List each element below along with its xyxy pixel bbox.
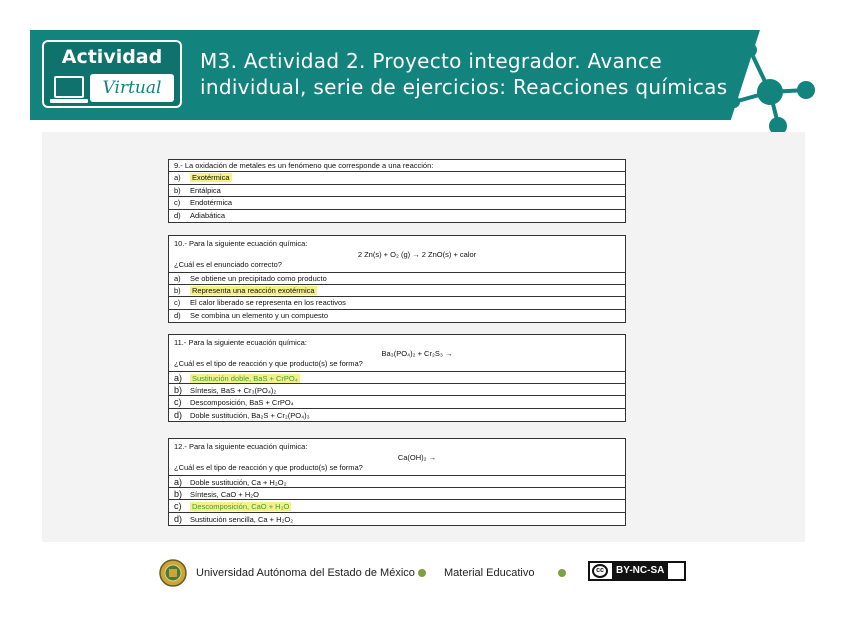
option-a: a) Se obtiene un precipitado como producto: [169, 273, 625, 285]
question-prompt: 10.- Para la siguiente ecuación química:: [174, 239, 308, 248]
question-header: [169, 236, 625, 273]
option-b: b) Síntesis, CaO + H₂O: [169, 488, 625, 500]
option-a: a) Exotérmica: [169, 172, 625, 184]
option-c: c) Endotérmica: [169, 197, 625, 209]
option-d: d) Doble sustitución, Ba₂S + Cr₂(PO₄)₃: [174, 409, 310, 420]
material-label: Material Educativo: [444, 567, 535, 579]
question-text: ¿Cuál es el tipo de reacción y que producto(s) se forma?: [174, 463, 363, 472]
question-11: [168, 334, 626, 422]
chemical-equation: Ca(OH)₂ →: [397, 452, 437, 462]
title-line-2: individual, serie de ejercicios: Reacciones químicas: [200, 75, 728, 99]
option-b: b) Entálpica: [169, 185, 625, 197]
question-12: [168, 438, 626, 526]
footer: [158, 558, 698, 588]
separator-dot: [418, 569, 426, 577]
option-d: d) Sustitución sencilla, Ca + H₂O₂: [174, 513, 294, 524]
cc-icon: cc: [592, 564, 608, 578]
university-name: Universidad Autónoma del Estado de México: [196, 567, 415, 579]
option-d: d) Se combina un elemento y un compuesto: [174, 310, 328, 320]
molecule-icon: [722, 32, 822, 142]
option-c: c) Descomposición, BaS + CrPO₄: [169, 396, 625, 408]
option-c: c) El calor liberado se representa en los reactivos: [169, 297, 625, 309]
option-b: b) Representa una reacción exotérmica: [169, 285, 625, 297]
title-line-1: M3. Actividad 2. Proyecto integrador. Avance: [200, 49, 662, 73]
option-b: b) Síntesis, BaS + Cr₃(PO₄)₂: [169, 384, 625, 396]
question-prompt: 12.- Para la siguiente ecuación química:: [174, 442, 308, 451]
license-badge: [588, 561, 686, 581]
license-text: BY-NC-SA: [612, 563, 668, 579]
question-10: [168, 235, 626, 323]
question-prompt: 9.- La oxidación de metales es un fenómeno que corresponde a una reacción:: [169, 160, 625, 172]
page-title: [200, 48, 740, 100]
question-text: ¿Cuál es el tipo de reacción y que producto(s) se forma?: [174, 359, 363, 368]
badge-top-text: Actividad: [61, 46, 163, 68]
separator-dot: [558, 569, 566, 577]
question-text: ¿Cuál es el enunciado correcto?: [174, 260, 282, 269]
chemical-equation: Ba₃(PO₄)₂ + Cr₂S₃ →: [381, 348, 453, 358]
question-prompt: 11.- Para la siguiente ecuación química:: [174, 338, 307, 347]
question-header: [169, 335, 625, 372]
university-seal-icon: [158, 558, 188, 588]
option-c: c) Descomposición, CaO + H₂O: [169, 500, 625, 512]
badge-bottom-text: Virtual: [90, 74, 174, 102]
actividad-virtual-badge: [42, 40, 182, 108]
monitor-icon: [54, 76, 84, 98]
question-header: [169, 439, 625, 476]
chemical-equation: 2 Zn(s) + O₂ (g) → 2 ZnO(s) + calor: [357, 249, 477, 259]
option-d: d) Adiabática: [174, 210, 226, 220]
question-9: [168, 159, 626, 223]
option-a: a) Doble sustitución, Ca + H₂O₂: [169, 476, 625, 488]
option-a: a) Sustitución doble, BaS + CrPO₄: [169, 372, 625, 384]
